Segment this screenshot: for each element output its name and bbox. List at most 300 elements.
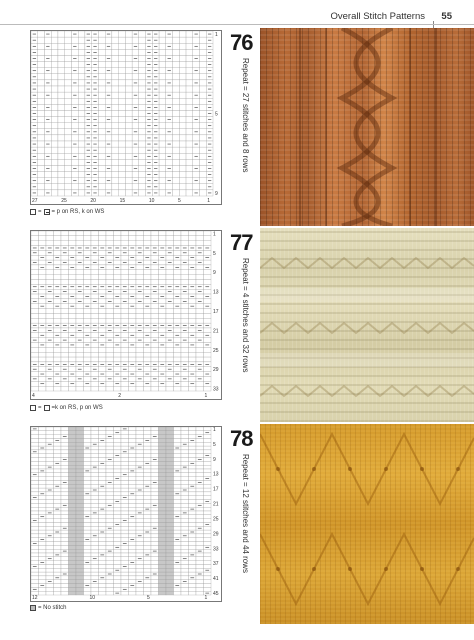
chart-77-cell (129, 236, 137, 241)
chart-76-cell (119, 55, 126, 61)
chart-78-cell (144, 454, 152, 458)
chart-76-cell (139, 172, 146, 178)
chart-78-cell (39, 431, 47, 435)
chart-77-cell (181, 357, 189, 362)
chart-78-cell (106, 534, 114, 538)
chart-78-cell (196, 442, 204, 446)
chart-76-cell (200, 98, 207, 104)
chart-78-cell (54, 511, 62, 515)
chart-78-cell (61, 438, 69, 442)
chart-77-cell (106, 347, 114, 352)
chart-76-cell (173, 37, 180, 43)
chart-76-cell (186, 98, 193, 104)
chart-78-cell (136, 446, 144, 450)
chart-76-cell (125, 86, 132, 92)
chart-76-cell (186, 165, 193, 171)
chart-77-cell (99, 279, 107, 284)
chart-78-cell (76, 442, 84, 446)
chart-76-cell (65, 74, 72, 80)
chart-78-cell (129, 564, 137, 568)
chart-78-cell (99, 568, 107, 572)
chart-78-cell (174, 507, 182, 511)
chart-78-cell (121, 458, 129, 462)
chart-76-cell (71, 135, 78, 141)
chart-76-cell (78, 123, 85, 129)
chart-77-cell (69, 279, 77, 284)
chart-78-cell (91, 435, 99, 439)
chart-78-cell (189, 542, 197, 546)
chart-78-cell (46, 530, 54, 534)
chart-78-cell (76, 549, 84, 553)
chart-78-cell (121, 477, 129, 481)
chart-76-cell (98, 92, 105, 98)
chart-78-cell (61, 488, 69, 492)
chart-77-cell (69, 289, 77, 294)
chart-77-cell (144, 270, 152, 275)
chart-78-cell (174, 542, 182, 546)
chart-78-cell (46, 549, 54, 553)
chart-78-cell (31, 568, 39, 572)
chart-78-cell (129, 526, 137, 530)
chart-78-cell (136, 591, 144, 595)
chart-76-cell (166, 37, 173, 43)
chart-77-cell (99, 309, 107, 314)
chart-78-cell (204, 557, 212, 561)
chart-77-cell (136, 372, 144, 377)
chart-77-cell (166, 318, 174, 323)
chart-78-cell (129, 484, 137, 488)
chart-77-cell (189, 236, 197, 241)
chart-76-cell (159, 159, 166, 165)
chart-78-cell (31, 488, 39, 492)
chart-77-cell (166, 255, 174, 260)
chart-77-cell (84, 352, 92, 357)
chart-78-cell (61, 446, 69, 450)
chart-78-cell (99, 557, 107, 561)
chart-76-cell (186, 62, 193, 68)
chart-77-cell (204, 338, 212, 343)
chart-76-cell (200, 153, 207, 159)
chart-77-cell (129, 309, 137, 314)
chart-78-cell (39, 542, 47, 546)
chart-78-cell (166, 522, 174, 526)
chart-76-cell (38, 117, 45, 123)
chart-76-cell (193, 98, 200, 104)
chart-77-cell (46, 255, 54, 260)
chart-77-cell (84, 279, 92, 284)
chart-77-cell (99, 386, 107, 391)
chart-78-cell (99, 591, 107, 595)
chart-76-cell (112, 31, 119, 37)
chart-78-cell (54, 549, 62, 553)
chart-77-cell (99, 260, 107, 265)
chart-77-cell (136, 265, 144, 270)
chart-77-cell (166, 333, 174, 338)
chart-77-cell (84, 231, 92, 236)
chart-78-cell (121, 561, 129, 565)
chart-78-cell (181, 427, 189, 431)
chart-78-cell (166, 542, 174, 546)
chart-77-cell (61, 333, 69, 338)
chart-78-cell (114, 427, 122, 431)
chart-78-cell (144, 446, 152, 450)
chart-76-cell (51, 165, 58, 171)
chart-78-cell (189, 587, 197, 591)
chart-77-cell (76, 236, 84, 241)
chart-77-cell (84, 328, 92, 333)
chart-78-cell (144, 534, 152, 538)
chart-78-cell (91, 530, 99, 534)
chart-76-cell (51, 68, 58, 74)
chart-77-cell (39, 313, 47, 318)
chart-76-cell (58, 98, 65, 104)
chart-78-cell (151, 507, 159, 511)
chart-76-cell (38, 43, 45, 49)
chart-76-cell (179, 62, 186, 68)
chart-78-cell (31, 480, 39, 484)
chart-78-cell (166, 530, 174, 534)
chart-78-cell (114, 538, 122, 542)
chart-76-row-label: 1 (215, 32, 218, 39)
chart-78-cell (204, 450, 212, 454)
chart-78-cell (121, 446, 129, 450)
chart-78-cell (114, 576, 122, 580)
chart-78-cell (99, 534, 107, 538)
chart-78-cell (174, 549, 182, 553)
chart-76-cell (65, 141, 72, 147)
chart-78-cell (144, 545, 152, 549)
chart-77-cell (181, 309, 189, 314)
chart-76-cell (38, 165, 45, 171)
chart-76-cell (65, 43, 72, 49)
pattern-77-label (230, 230, 258, 420)
chart-76-cell (186, 49, 193, 55)
chart-76-cell (65, 178, 72, 184)
chart-76-cell (112, 55, 119, 61)
chart-77-cell (76, 333, 84, 338)
chart-77-cell (136, 304, 144, 309)
chart-77-cell (136, 381, 144, 386)
chart-78-cell (106, 477, 114, 481)
chart-77-cell (129, 289, 137, 294)
chart-77-cell (129, 279, 137, 284)
chart-76-cell (173, 68, 180, 74)
chart-78-cell (144, 488, 152, 492)
chart-78-cell (46, 454, 54, 458)
chart-77-cell (39, 289, 47, 294)
chart-76-grid (31, 31, 221, 204)
chart-76-cell (125, 141, 132, 147)
chart-77-cell (196, 313, 204, 318)
chart-76-cell (38, 178, 45, 184)
chart-76-cell (173, 159, 180, 165)
chart-77-cell (39, 250, 47, 255)
chart-78-cell (204, 572, 212, 576)
chart-77-cell (136, 279, 144, 284)
chart-78-cell (31, 461, 39, 465)
chart-78-cell (166, 553, 174, 557)
legend-77: = =k on RS, p on WS (30, 405, 103, 411)
chart-76-cell (119, 37, 126, 43)
chart-77-cell (129, 367, 137, 372)
chart-77-cell (69, 357, 77, 362)
chart-78-cell (54, 458, 62, 462)
chart-78-cell (159, 477, 167, 481)
chart-76-cell (65, 104, 72, 110)
chart-78-cell (106, 564, 114, 568)
chart-76-cell (200, 129, 207, 135)
chart-78-cell (114, 484, 122, 488)
chart-77-cell (136, 241, 144, 246)
chart-78-cell (54, 435, 62, 439)
chart-76-cell (44, 135, 51, 141)
chart-78-cell (121, 503, 129, 507)
chart-78-cell (46, 461, 54, 465)
chart-77-cell (31, 309, 39, 314)
chart-76-cell (78, 117, 85, 123)
chart-77-cell (54, 275, 62, 280)
chart-76-cell (65, 86, 72, 92)
chart-78-cell (159, 450, 167, 454)
chart-76-cell (105, 98, 112, 104)
chart-78-cell (31, 576, 39, 580)
chart-77-cell (159, 289, 167, 294)
chart-76-cell (173, 92, 180, 98)
chart-77-cell (106, 352, 114, 357)
chart-76-cell (159, 135, 166, 141)
chart-77-cell (84, 275, 92, 280)
chart-77-cell (136, 343, 144, 348)
chart-77-col-label: 1 (204, 393, 208, 399)
chart-77-cell (106, 318, 114, 323)
chart-76-cell (112, 86, 119, 92)
chart-77-cell (91, 372, 99, 377)
chart-77-cell (54, 309, 62, 314)
chart-78-cell (144, 538, 152, 542)
chart-78-row-label: 29 (213, 531, 219, 538)
chart-77-cell (61, 304, 69, 309)
chart-77-cell (189, 386, 197, 391)
chart-76-cell (179, 141, 186, 147)
chart-78-cell (121, 438, 129, 442)
chart-78-cell (76, 542, 84, 546)
chart-77-cell (136, 294, 144, 299)
chart-76-cell (179, 153, 186, 159)
chart-77-cell (129, 338, 137, 343)
chart-76-cell (125, 62, 132, 68)
chart-78-cell (106, 465, 114, 469)
chart-77-cell (54, 270, 62, 275)
chart-78-cell (69, 480, 77, 484)
chart-78-cell (106, 561, 114, 565)
knit-symbol-icon (30, 209, 36, 215)
chart-77-cell (54, 241, 62, 246)
chart-78-cell (144, 450, 152, 454)
chart-76-cell (200, 184, 207, 190)
chart-78-cell (166, 465, 174, 469)
chart-76-cell (78, 190, 85, 196)
chart-78-cell (166, 538, 174, 542)
chart-78-cell (196, 454, 204, 458)
chart-78-cell (204, 446, 212, 450)
chart-77-cell (196, 357, 204, 362)
chart-76-cell (38, 190, 45, 196)
chart-77-cell (91, 241, 99, 246)
chart-78-cell (136, 568, 144, 572)
chart-78-cell (31, 438, 39, 442)
chart-76-cell (112, 37, 119, 43)
chart-78-cell (129, 534, 137, 538)
chart-78-cell (91, 500, 99, 504)
chart-77-cell (166, 270, 174, 275)
chart-78-cell (76, 545, 84, 549)
chart-78-cell (31, 522, 39, 526)
chart-77-cell (61, 265, 69, 270)
chart-77-cell (204, 347, 212, 352)
chart-78-cell (99, 511, 107, 515)
chart-78-cell (181, 564, 189, 568)
chart-76-cell (78, 172, 85, 178)
chart-76-cell (65, 92, 72, 98)
chart-77-cell (204, 309, 212, 314)
chart-78-cell (174, 503, 182, 507)
chart-78-cell (159, 507, 167, 511)
chart-77-cell (204, 328, 212, 333)
chart-77-cell (204, 357, 212, 362)
chart-77-cell (39, 376, 47, 381)
chart-78-cell (189, 557, 197, 561)
chart-77-cell (144, 367, 152, 372)
chart-76-cell (186, 104, 193, 110)
chart-78-cell (166, 488, 174, 492)
chart-78-cell (129, 519, 137, 523)
chart-77-cell (166, 279, 174, 284)
chart-77-cell (106, 270, 114, 275)
chart-78-cell (46, 545, 54, 549)
chart-77-cell (76, 313, 84, 318)
chart-77-cell (181, 333, 189, 338)
chart-76-row-label: 5 (215, 111, 218, 118)
chart-77-cell (204, 231, 212, 236)
chart-78-cell (69, 500, 77, 504)
chart-76-cell (38, 129, 45, 135)
chart-76-cell (71, 98, 78, 104)
chart-78-cell (39, 511, 47, 515)
chart-76-cell (119, 147, 126, 153)
chart-78-cell (54, 469, 62, 473)
chart-78-cell (189, 431, 197, 435)
chart-76-cell (166, 135, 173, 141)
chart-77-cell (39, 279, 47, 284)
chart-78-cell (61, 584, 69, 588)
chart-78-cell (181, 568, 189, 572)
chart-77-cell (144, 376, 152, 381)
chart-78-cell (144, 469, 152, 473)
chart-76-cell (38, 135, 45, 141)
chart-78-cell (76, 488, 84, 492)
chart-78-cell (76, 538, 84, 542)
chart-78-cell (54, 473, 62, 477)
chart-77-cell (151, 343, 159, 348)
chart-78-cell (39, 438, 47, 442)
chart-78-cell (84, 431, 92, 435)
chart-77-cell (54, 367, 62, 372)
chart-77-cell (61, 352, 69, 357)
chart-77-cell (196, 255, 204, 260)
chart-77-cells (31, 231, 211, 391)
chart-76-cell (65, 98, 72, 104)
chart-78-cell (69, 484, 77, 488)
chart-76-cell (179, 104, 186, 110)
chart-76-cell (173, 184, 180, 190)
chart-78-cell (121, 484, 129, 488)
chart-78-cell (39, 545, 47, 549)
chart-78-cell (84, 454, 92, 458)
chart-76-cell (51, 31, 58, 37)
chart-77-cell (76, 231, 84, 236)
chart-78-cell (204, 526, 212, 530)
chart-77-cell (151, 347, 159, 352)
chart-78-cell (159, 484, 167, 488)
chart-76-cell (159, 165, 166, 171)
chart-77-cell (39, 299, 47, 304)
chart-78-cell (174, 458, 182, 462)
chart-78-cell (181, 561, 189, 565)
chart-78-cell (189, 538, 197, 542)
chart-77-cell (151, 313, 159, 318)
chart-78-cell (204, 515, 212, 519)
chart-78-cell (129, 465, 137, 469)
chart-77-cell (174, 386, 182, 391)
chart-78-cell (69, 503, 77, 507)
chart-78-cell (174, 442, 182, 446)
chart-78-cell (181, 469, 189, 473)
chart-77-cell (69, 313, 77, 318)
chart-77-cell (144, 313, 152, 318)
chart-76-cell (159, 153, 166, 159)
chart-77-cell (151, 357, 159, 362)
chart-78-cell (91, 427, 99, 431)
chart-76-cell (44, 49, 51, 55)
chart-78-cell (196, 511, 204, 515)
chart-76-cell (58, 31, 65, 37)
chart-78-cell (159, 480, 167, 484)
chart-78-cell (46, 473, 54, 477)
chart-76-cell (179, 92, 186, 98)
chart-78-cell (84, 557, 92, 561)
chart-77-cell (91, 357, 99, 362)
chart-78-cell (181, 450, 189, 454)
chart-78-cell (189, 564, 197, 568)
chart-76-cell (173, 62, 180, 68)
chart-78-cell (144, 503, 152, 507)
chart-78-cell (91, 564, 99, 568)
chart-77-cell (121, 236, 129, 241)
chart-78-cell (144, 564, 152, 568)
chart-78-cell (76, 557, 84, 561)
chart-78-cell (69, 442, 77, 446)
chart-76-cell (200, 92, 207, 98)
chart-78-cell (106, 553, 114, 557)
chart-78-cell (54, 526, 62, 530)
chart-77-cell (121, 381, 129, 386)
chart-78-cell (144, 519, 152, 523)
chart-78-cell (159, 458, 167, 462)
chart-76-cell (186, 37, 193, 43)
chart-76-cell (132, 135, 139, 141)
chart-77-cell (181, 255, 189, 260)
chart-76-cell (132, 172, 139, 178)
